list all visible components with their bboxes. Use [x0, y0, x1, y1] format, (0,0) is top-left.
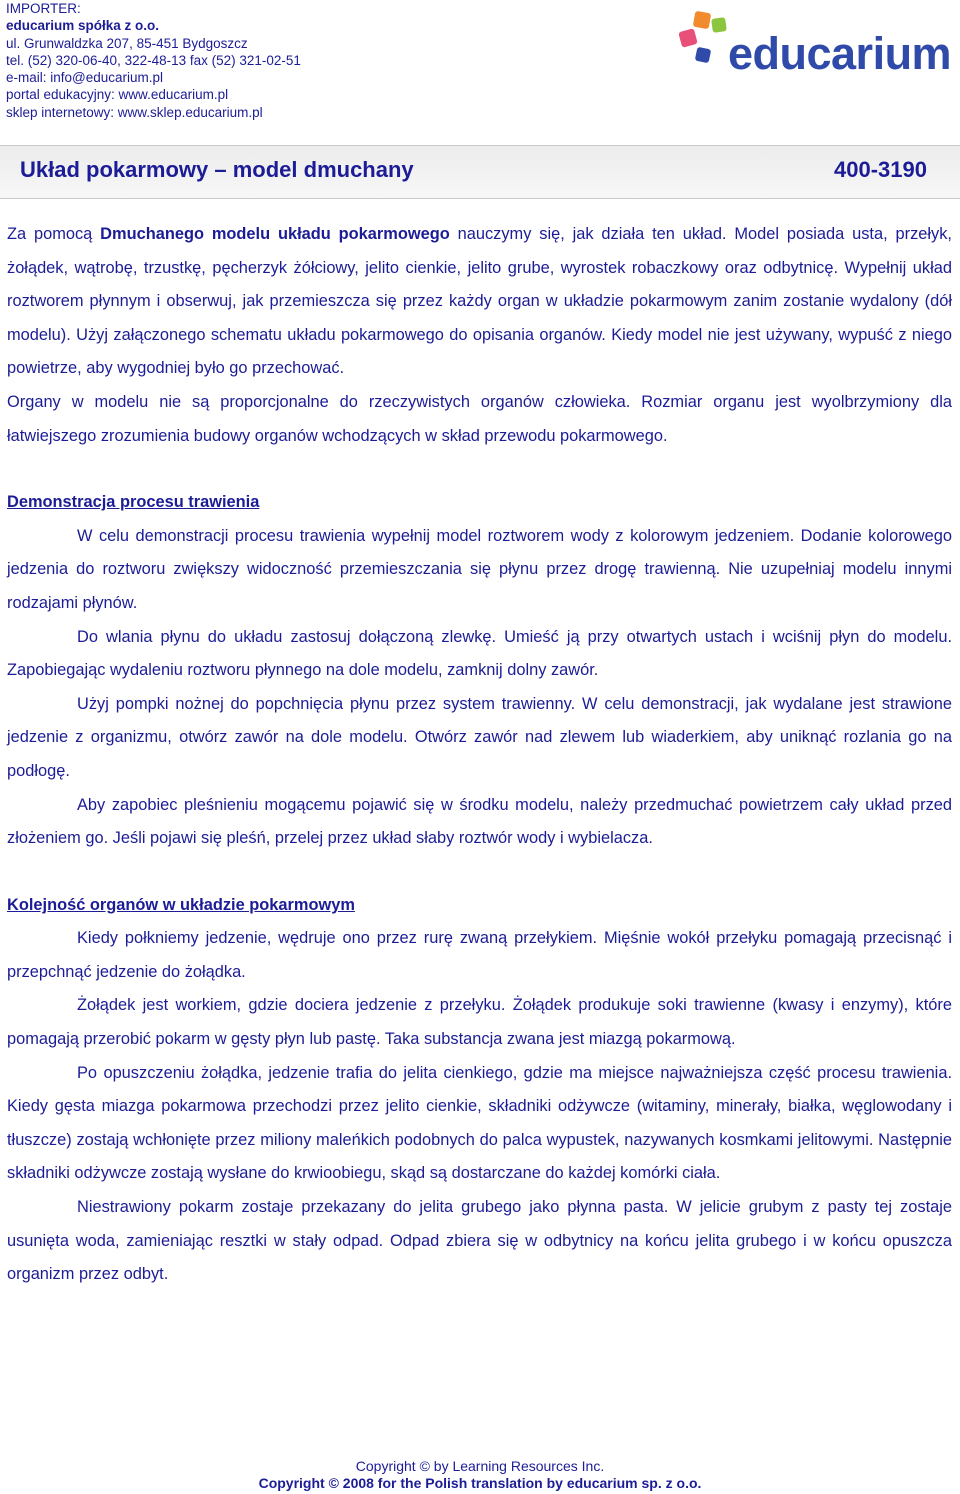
intro-paragraph-2: Organy w modelu nie są proporcjonalne do rzeczywistych organów człowieka. Rozmiar organu jest wyolbrzymiony dla łatwiejszego zrozumienia budowy organów wchodzących w skład przewodu pokarmowego. — [7, 392, 952, 445]
intro-text-2: nauczymy się, jak działa ten układ. Model posiada usta, przełyk, żołądek, wątrobę, trzustkę, pęcherzyk żółciowy, jelito cienkie, jelito grube, wyrostek robaczkowy oraz odbytnicę. Wypełnij układ roztworem płynnym i obserwuj, jak przemieszcza się przez każdy organ w układzie pokarmowym zanim zostanie wydalony (dół modelu). Użyj załączonego schematu układu pokarmowego do opisania organów. Kiedy model nie jest używany, wypuść z niego powietrze, aby wygodniej było go przechować. — [7, 225, 952, 378]
section-heading-demonstration: Demonstracja procesu trawienia — [7, 493, 260, 512]
section-heading-organ-order: Kolejność organów w układzie pokarmowym — [7, 895, 355, 914]
intro-paragraph — [7, 218, 952, 386]
section2-paragraph: Kiedy połkniemy jedzenie, wędruje ono przez rurę zwaną przełykiem. Mięśnie wokół przełyku pomagają przecisnąć i przepchnąć jedzenie do żołądka. — [7, 929, 952, 981]
section1-paragraph: Użyj pompki nożnej do popchnięcia płynu przez system trawienny. W celu demonstracji, jak wydalane jest strawione jedzenie z organizmu, otwórz zawór na dole modelu. Otwórz zawór nad zlewem lub wiaderkiem, aby uniknąć rozlania go na podłogę. — [7, 694, 952, 780]
footer — [0, 1458, 960, 1492]
importer-company: educarium spółka z o.o. — [6, 18, 160, 34]
product-code: 400-3190 — [834, 157, 927, 182]
importer-phone: tel. (52) 320-06-40, 322-48-13 fax (52) 321-02-51 — [6, 52, 301, 68]
section2-paragraph: Żołądek jest workiem, gdzie dociera jedzenie z przełyku. Żołądek produkuje soki trawienne (kwasy i enzymy), które pomagają przerobić pokarm w gęsty płyn lub pastę. Taka substancja zwana jest miazgą pokarmową. — [7, 996, 952, 1049]
intro-bold-text: Dmuchanego modelu układu pokarmowego — [100, 225, 450, 243]
intro-text-1: Za pomocą — [7, 225, 101, 243]
footer-copyright-1: Copyright © by Learning Resources Inc. — [355, 1458, 605, 1474]
logo-blocks-icon — [676, 8, 736, 78]
title-bar — [0, 145, 960, 199]
document-body — [7, 218, 952, 1292]
educarium-logo — [676, 8, 960, 86]
importer-portal[interactable]: portal edukacyjny: www.educarium.pl — [6, 87, 229, 103]
section1-paragraph: W celu demonstracji procesu trawienia wypełnij model roztworem wody z kolorowym jedzeniem. Dodanie kolorowego jedzenia do roztworu zwiększy widoczność przemieszczania się płynu przez drogę trawienną. Nie uzupełniaj modelu innymi rodzajami płynów. — [7, 526, 952, 612]
section2-paragraph: Niestrawiony pokarm zostaje przekazany do jelita grubego jako płynna pasta. W jelicie grubym z pasty tej zostaje usunięta woda, zamieniając resztki w stały odpad. Odpad zbiera się w odbytnicy na końcu jelita grubego i w końcu opuszcza organizm przez odbyt. — [7, 1198, 952, 1284]
page-title: Układ pokarmowy – model dmuchany — [20, 157, 414, 182]
section2-paragraph: Po opuszczeniu żołądka, jedzenie trafia do jelita cienkiego, gdzie ma miejsce najważniejsza część procesu trawienia. Kiedy gęsta miazga pokarmowa przechodzi przez jelito cienkie, składniki odżywcze (witaminy, minerały, białka, węglowodany i tłuszcze) zostają wchłonięte przez miliony maleńkich podobnych do palca wypustek, nazywanych kosmkami jelitowymi. Następnie składniki odżywcze zostają wysłane do krwioobiegu, skąd są dostarczane do każdej komórki ciała. — [7, 1063, 952, 1183]
importer-label: IMPORTER: — [6, 1, 81, 16]
logo-wordmark: educarium — [728, 28, 952, 79]
section1-paragraph: Do wlania płynu do układu zastosuj dołączoną zlewkę. Umieść ją przy otwartych ustach i wciśnij płyn do modelu. Zapobiegając wydaleniu roztworu płynnego na dole modelu, zamknij dolny zawór. — [7, 627, 952, 680]
importer-block — [6, 0, 566, 121]
footer-copyright-2: Copyright © 2008 for the Polish translation by educarium sp. z o.o. — [258, 1475, 702, 1491]
importer-address: ul. Grunwaldzka 207, 85-451 Bydgoszcz — [6, 35, 248, 51]
section1-paragraph: Aby zapobiec pleśnieniu mogącemu pojawić się w środku modelu, należy przedmuchać powietrzem cały układ przed złożeniem go. Jeśli pojawi się pleśń, przelej przez układ słaby roztwór wody i wybielacza. — [7, 795, 952, 848]
importer-email[interactable]: e-mail: info@educarium.pl — [6, 70, 164, 86]
importer-shop[interactable]: sklep internetowy: www.sklep.educarium.pl — [6, 104, 263, 120]
